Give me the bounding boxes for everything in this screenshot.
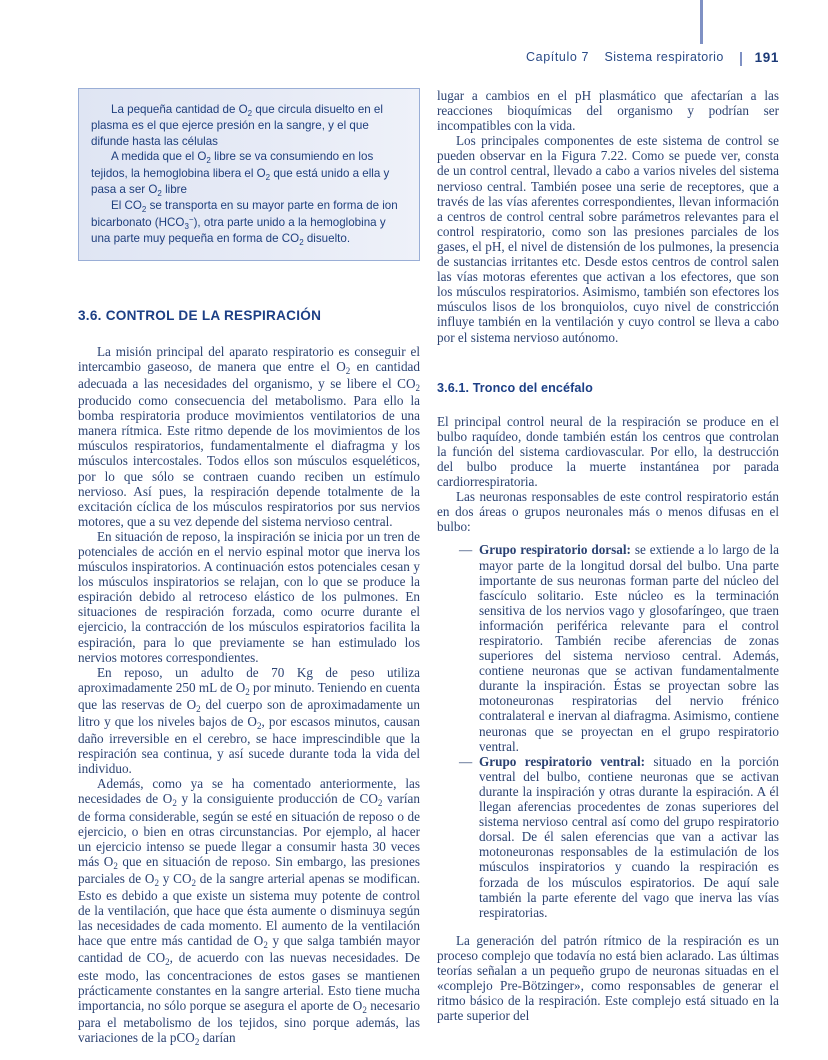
header-chapter-title: Sistema respiratorio — [604, 50, 724, 64]
callout-paragraph-1: La pequeña cantidad de $O_2$ que circula disuelto en el plasma es el que ejerce presión en la sangre, y el que difunde hasta las células — [91, 103, 383, 148]
spacer-after-section-heading — [78, 323, 420, 344]
spacer-after-list — [437, 920, 779, 933]
header-separator — [740, 52, 742, 66]
list-item — [459, 542, 779, 753]
body-paragraph: En reposo, un adulto de 70 Kg de peso utiliza aproximadamente 250 mL de $O_2$ por minuto. Teniendo en cuenta que las reservas de $O_2$ del cuerpo son de aproximadamente un litro y que los niveles bajos de $O_2$, por escasos minutos, causan daño irreversible en el cerebro, se hace imprescindible que la respiración sea continua, y así sucede durante toda la vida del individuo. — [78, 664, 420, 777]
body-paragraph-continuation: lugar a cambios en el pH plasmático que afectarían a las reacciones bioquímicas del organismo y podrían ser incompatibles con la vida. — [437, 88, 779, 134]
spacer-before-section-heading — [78, 261, 420, 308]
section-heading: 3.6. CONTROL DE LA RESPIRACIÓN — [78, 307, 322, 323]
callout-paragraph-2: A medida que el $O_2$ libre se va consumiendo en los tejidos, la hemoglobina libera el $O_2$ que está unido a ella y pasa a ser $O_2$ libre — [91, 150, 390, 199]
body-paragraph: En situación de reposo, la inspiración se inicia por un tren de potenciales de acción en el nervio espinal motor que inerva los músculos inspiratorios. A continuación estos potenciales cesan y los músculos inspiratorios se relajan, con lo que se produce la espiración debido al retroceso elástico de los pulmones. En situaciones de respiración forzada, como ocurre durante el ejercicio, la contracción de los músculos espiratorios facilita la espiración, para lo que previamente se han estimulado los nervios motores correspondientes. — [78, 528, 420, 665]
body-paragraph: La misión principal del aparato respiratorio es conseguir el intercambio gaseoso, de manera que entre el $O_2$ en cantidad adecuada a las necesidades del organismo, y se libere el $CO_2$ producido como consecuencia del metabolismo. Para ello la bomba respiratoria produce movimientos ventilatorios de una manera rítmica. Este ritmo depende de los movimientos de los músculos respiratorios, fundamentalmente el diafragma y los músculos intercostales. Todos ellos son músculos esqueléticos, por lo que sólo se contraen cuando reciben un estímulo nervioso. Así pues, la respiración depende totalmente de la excitación cíclica de los músculos respiratorios por sus nervios motores, que a su vez depende del sistema nervioso central. — [78, 343, 421, 529]
list-item — [459, 754, 779, 920]
body-paragraph: El principal control neural de la respiración se produce en el bulbo raquídeo, donde también están los centros que controlan la función del sistema cardiovascular. Por ello, la destrucción del bulbo produce la muerte instantánea por parada cardiorrespiratoria. — [437, 413, 779, 490]
spacer-before-list — [437, 534, 779, 542]
page-header — [78, 44, 779, 70]
dash-marker-icon: — — [459, 753, 473, 769]
list-item-text: situado en la porción ventral del bulbo, contiene neuronas que se activan durante la inspiración y otras durante la espiración. A él llegan aferencias procedentes de zonas superiores del sistema nervioso central así como del grupo respiratorio dorsal. De él salen eferencias que van a activar las motoneuronas responsables de la estimulación de los músculos inspiratorios y cuando la respiración es forzada de los músculos espiratorios. De aquí sale también la parte eferente del vago que inerva las vías respiratorias. — [479, 753, 779, 920]
highlight-callout-box — [78, 88, 420, 261]
body-paragraph: La generación del patrón rítmico de la respiración es un proceso complejo que todavía no está bien aclarado. Las últimas teorías señalan a un pequeño grupo de neuronas situadas en el «complejo Pre-Bötzinger», como responsables de generar el ritmo básico de la respiración. Este complejo está situado en la parte superior del — [437, 932, 779, 1024]
right-column — [437, 88, 779, 1023]
dash-marker-icon: — — [459, 542, 473, 558]
header-chapter-text — [526, 50, 724, 64]
body-paragraph: Los principales componentes de este sistema de control se pueden observar en la Figura 7.22. Como se puede ver, consta de un control central, llevado a cabo a varios niveles del sistema nervioso central. También posee una serie de receptores, que a través de las vías aferentes correspondientes, llevan información a centros de control central sobre parámetros relevantes para el control respiratorio, como son las presiones parciales de los gases, el pH, el nivel de distensión de los pulmones, la presencia de sustancias irritantes etc. Desde estos centros de control salen las vías motoras eferentes que activan a los efectores, que son los músculos respiratorios. Asimismo, también son efectores los músculos lisos de los bronquiolos, cuyo nivel de constricción influye también en la ventilación y cuyo control se lleva a cabo por el sistema nervioso autónomo. — [437, 133, 779, 345]
list-item-term: Grupo respiratorio ventral: — [479, 753, 646, 769]
header-vertical-rule — [700, 0, 703, 44]
spacer-after-subsection-heading — [437, 396, 779, 414]
callout-paragraph-3: El $CO_2$ se transporta en su mayor parte en forma de ion bicarbonato $(HCO_3^-)$, otra parte unido a la hemoglobina y una parte muy pequeña en forma de $CO_2$ disuelto. — [91, 199, 398, 248]
list-item-text: se extiende a lo largo de la mayor parte de la longitud dorsal del bulbo. Una parte importante de sus neuronas forman parte del núcleo del fascículo solitario. Este núcleo es la terminación sensitiva de los nervios vago y glosofaríngeo, que traen información periférica relevante para el control respiratorio. También recibe aferencias de zonas superiores del sistema nervioso central. Además, contiene neuronas que se activan fundamentalmente durante la inspiración. Éstas se proyectan sobre las motoneuronas respiratorias del nervio frénico contralateral e inervan al diafragma. Asimismo, contiene neuronas que se proyectan en el grupo respiratorio ventral. — [479, 542, 780, 754]
list-item-term: Grupo respiratorio dorsal: — [479, 542, 631, 558]
header-chapter-label: Capítulo 7 — [526, 50, 590, 64]
respiratory-groups-list — [437, 542, 779, 919]
body-paragraph: Además, como ya se ha comentado anteriormente, las necesidades de $O_2$ y la consiguiente producción de $CO_2$ varían de forma considerable, según se esté en situación de reposo o de ejercicio, o bien en otras circunstancias. Por ejemplo, al hacer un ejercicio intenso se puede llegar a consumir hasta 30 veces más $O_2$ que en situación de reposo. Sin embargo, las presiones parciales de $O_2$ y $CO_2$ de la sangre arterial apenas se modifican. Esto es debido a que existe un sistema muy potente de control de la ventilación, que hace que ésta aumente o disminuya según las necesidades de cada momento. El aumento de la ventilación hace que entre más cantidad de $O_2$ y que salga también mayor cantidad de $CO_2$, de acuerdo con las nuevas necesidades. De este modo, las concentraciones de estos gases se mantienen prácticamente constantes en la sangre arterial. Esto tiene mucha importancia, no sólo porque se asegura el aporte de $O_2$ necesario para el metabolismo de los tejidos, sino porque además, las variaciones de la pCO$_2$ darían — [78, 776, 421, 1047]
spacer-before-subsection-heading — [437, 345, 779, 381]
subsection-heading: 3.6.1. Tronco del encéfalo — [437, 380, 593, 395]
left-column — [78, 88, 420, 1047]
page-number: 191 — [754, 49, 779, 65]
body-paragraph: Las neuronas responsables de este control respiratorio están en dos áreas o grupos neuronales más o menos difusas en el bulbo: — [437, 489, 779, 535]
